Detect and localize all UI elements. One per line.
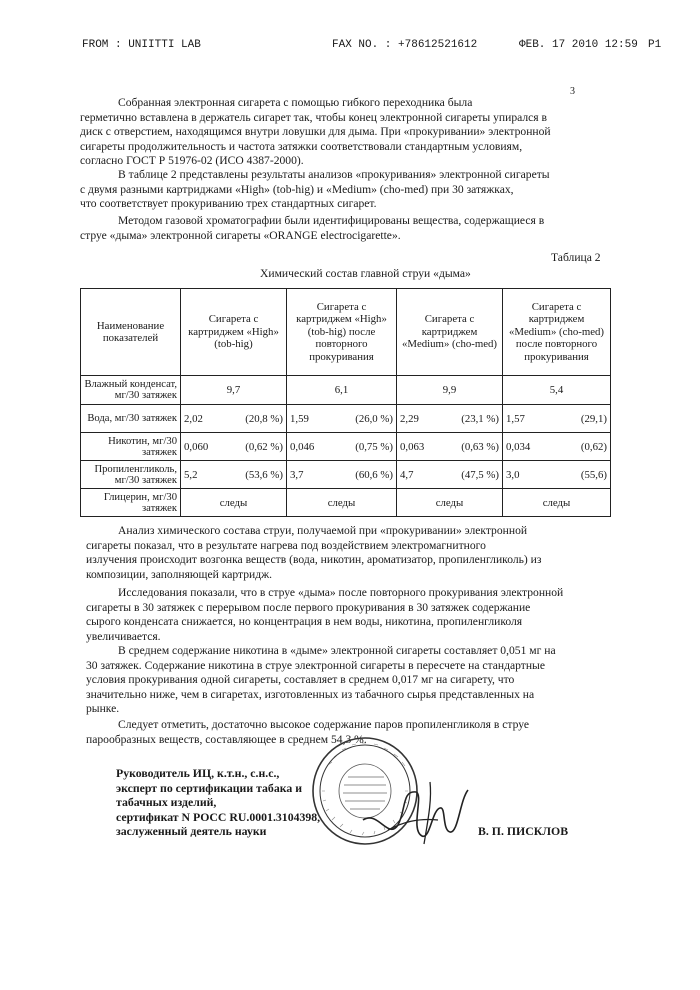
- table-row: [81, 433, 611, 461]
- row-label: Глицерин, мг/30 затяжек: [81, 489, 181, 517]
- text-line: что соответствует прокуриванию трех стандартных сигарет.: [80, 197, 377, 211]
- cell-percent: (20,8 %): [245, 412, 283, 425]
- cell-percent: (53,6 %): [245, 468, 283, 481]
- chemical-composition-table: [80, 288, 611, 517]
- handwritten-signature: [358, 770, 478, 850]
- table-cell: следы: [181, 489, 287, 517]
- signature-block: [116, 766, 320, 839]
- cell-value: 3,7: [290, 468, 304, 481]
- text-line: сигареты показал, что в результате нагрева под воздействием электромагнитного: [86, 538, 486, 552]
- table-cell: 5,4: [503, 376, 611, 405]
- table-cell: [181, 461, 287, 489]
- cell-percent: (47,5 %): [461, 468, 499, 481]
- column-header: Сигарета с картриджем «Medium» (cho-med) после повторного прокуривания: [503, 289, 611, 376]
- cell-value: 3,0: [506, 468, 520, 481]
- table-cell: 6,1: [287, 376, 397, 405]
- signer-title-line: Руководитель ИЦ, к.т.н., с.н.с.,: [116, 766, 280, 780]
- text-line: 30 затяжек. Содержание никотина в струе электронной сигареты в пересчете на стандартные: [86, 658, 545, 672]
- signer-name: В. П. ПИСКЛОВ: [478, 824, 569, 838]
- signer-title-line: сертификат N POCC RU.0001.3104398,: [116, 809, 321, 824]
- signer-title-line: заслуженный деятель науки: [116, 824, 267, 838]
- cell-percent: (0,62 %): [245, 440, 283, 453]
- table-cell: [397, 433, 503, 461]
- cell-percent: (26,0 %): [355, 412, 393, 425]
- table-label: Таблица 2: [551, 251, 601, 264]
- text-line: парообразных веществ, составляющее в среднем 54,3 %.: [86, 732, 367, 746]
- text-line: рынке.: [86, 702, 120, 716]
- signer-title-line: эксперт по сертификации табака и: [116, 780, 302, 795]
- table-cell: [287, 461, 397, 489]
- cell-percent: (0,63 %): [461, 440, 499, 453]
- analysis-paragraph-2: [86, 586, 612, 644]
- cell-percent: (29,1): [580, 412, 607, 425]
- cell-value: 0,060: [184, 440, 209, 453]
- cell-value: 5,2: [184, 468, 198, 481]
- fax-number: FAX NO. : +78612521612: [332, 39, 478, 51]
- table-cell: 9,9: [397, 376, 503, 405]
- cell-value: 4,7: [400, 468, 414, 481]
- text-line: увеличивается.: [86, 629, 161, 643]
- text-line: Собранная электронная сигарета с помощью гибкого переходника была: [118, 96, 473, 109]
- cell-percent: (0,75 %): [355, 440, 393, 453]
- table-cell: 9,7: [181, 376, 287, 405]
- table-cell: [503, 461, 611, 489]
- table-header-row: [81, 289, 611, 376]
- text-line: диск с отверстием, находящимся внутри ловушки для дыма. При «прокуривании» электронной: [80, 125, 551, 139]
- text-line: излучения происходит возгонка веществ (вода, никотин, ароматизатор, пропиленгликоль) из: [86, 553, 542, 567]
- row-label: Пропиленгликоль, мг/30 затяжек: [81, 461, 181, 489]
- table-row: [81, 376, 611, 405]
- text-line: сигареты в 30 затяжек с перерывом после первого прокуривания в 30 затяжек содержание: [86, 600, 531, 614]
- table-row: [81, 489, 611, 517]
- intro-paragraph-3: [80, 214, 608, 243]
- table-cell: следы: [397, 489, 503, 517]
- cell-value: 1,57: [506, 412, 525, 425]
- text-line: струе «дыма» электронной сигареты «ORANGE electrocigarette».: [80, 228, 401, 242]
- intro-paragraph-1: [80, 96, 608, 169]
- table-cell: [503, 405, 611, 433]
- table-cell: следы: [503, 489, 611, 517]
- text-line: сырого конденсата снижается, но концентрация в нем воды, никотина, пропиленгликоля: [86, 615, 523, 629]
- table-cell: [181, 433, 287, 461]
- column-header: Наименование показателей: [81, 289, 181, 376]
- column-header: Сигарета с картриджем «High» (tob-hig) после повторного прокуривания: [287, 289, 397, 376]
- table-cell: [503, 433, 611, 461]
- row-label: Влажный конденсат, мг/30 затяжек: [81, 376, 181, 405]
- text-line: условия прокуривания одной сигареты, составляет в среднем 0,017 мг на сигарету, что: [86, 673, 515, 687]
- table-cell: [397, 461, 503, 489]
- cell-percent: (60,6 %): [355, 468, 393, 481]
- text-line: В таблице 2 представлены результаты анализов «прокуривания» электронной сигареты: [118, 168, 550, 181]
- text-line: согласно ГОСТ Р 51976-02 (ИСО 4387-2000).: [80, 154, 304, 168]
- cell-value: 0,046: [290, 440, 315, 453]
- text-line: композиции, заполняющей картридж.: [86, 567, 272, 581]
- fax-page: P1: [648, 39, 662, 51]
- cell-value: 2,02: [184, 412, 203, 425]
- text-line: Исследования показали, что в струе «дыма» после повторного прокуривания электронной: [118, 586, 564, 599]
- column-header: Сигарета с картриджем «Medium» (cho-med): [397, 289, 503, 376]
- analysis-paragraph-1: [86, 524, 612, 582]
- text-line: Методом газовой хроматографии были идентифицированы вещества, содержащиеся в: [118, 214, 545, 227]
- intro-paragraph-2: [80, 168, 608, 212]
- column-header: Сигарета с картриджем «High» (tob-hig): [181, 289, 287, 376]
- fax-date-time: ФЕВ. 17 2010 12:59: [519, 39, 638, 51]
- text-line: герметично вставлена в держатель сигарет так, чтобы конец электронной сигареты упирался в: [80, 110, 548, 124]
- text-line: В среднем содержание никотина в «дыме» электронной сигареты составляет 0,051 мг на: [118, 644, 556, 657]
- signer-title-line: табачных изделий,: [116, 795, 217, 809]
- fax-from: FROM : UNIITTI LAB: [82, 39, 201, 51]
- row-label: Никотин, мг/30 затяжек: [81, 433, 181, 461]
- table-title: Химический состав главной струи «дыма»: [260, 267, 471, 280]
- cell-value: 1,59: [290, 412, 309, 425]
- table-row: [81, 461, 611, 489]
- page-number: 3: [570, 86, 575, 97]
- text-line: сигареты продолжительность и частота затяжки соответствовали стандартным условиям,: [80, 139, 523, 153]
- table-row: [81, 405, 611, 433]
- table-cell: [181, 405, 287, 433]
- cell-value: 0,063: [400, 440, 425, 453]
- cell-value: 0,034: [506, 440, 531, 453]
- text-line: значительно ниже, чем в сигаретах, изготовленных из табачного сырья представленных на: [86, 687, 535, 701]
- cell-value: 2,29: [400, 412, 419, 425]
- row-label: Вода, мг/30 затяжек: [81, 405, 181, 433]
- cell-percent: (0,62): [580, 440, 607, 453]
- text-line: с двумя разными картриджами «High» (tob-hig) и «Medium» (cho-med) при 30 затяжках,: [80, 182, 514, 196]
- table-cell: [287, 405, 397, 433]
- cell-percent: (55,6): [580, 468, 607, 481]
- text-line: Анализ химического состава струи, получаемой при «прокуривании» электронной: [118, 524, 528, 537]
- table-cell: [287, 433, 397, 461]
- table-cell: следы: [287, 489, 397, 517]
- cell-percent: (23,1 %): [461, 412, 499, 425]
- text-line: Следует отметить, достаточно высокое содержание паров пропиленгликоля в струе: [118, 718, 530, 731]
- table-cell: [397, 405, 503, 433]
- analysis-paragraph-3: [86, 644, 612, 717]
